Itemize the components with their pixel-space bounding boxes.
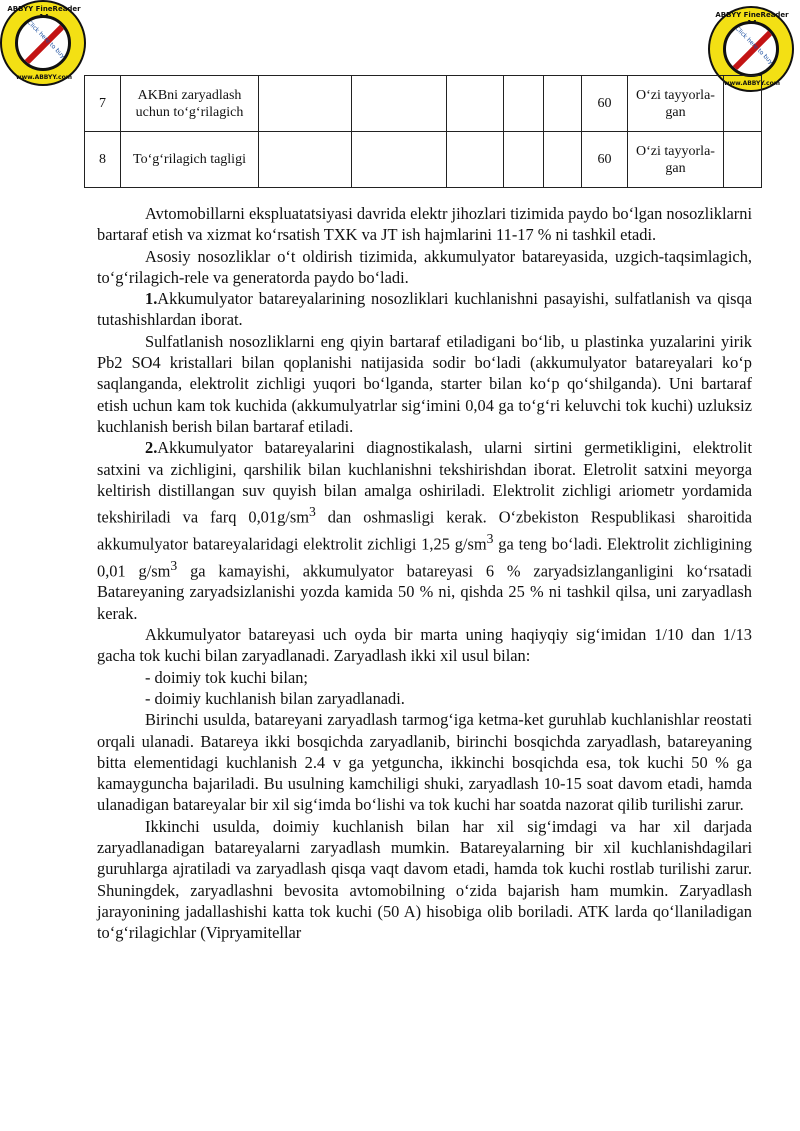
quantity-cell: 60 xyxy=(582,132,628,188)
equipment-table xyxy=(84,75,762,188)
paragraph: Akkumulyator batareyasi uch oyda bir marta uning haqiyqiy sig‘imidan 1/10 dan 1/13 gacha tok kuchi bilan zaryadlanadi. Zaryadlash ikki xil usul bilan: xyxy=(97,625,752,666)
stamp-ring-top: ABBYY FineReader xyxy=(715,11,789,19)
paragraph: Avtomobillarni ekspluatatsiyasi davrida elektr jihozlari tizimida paydo bo‘lgan nosozliklarni bartaraf etish va xizmat ko‘rsatish TXK va JT ish hajmlarini 11-17 % ni tashkil etadi. xyxy=(97,204,752,245)
stamp-ring-bottom: www.ABBYY.com xyxy=(724,80,780,87)
paragraph-text: ga kamayishi, akkumulyator batareyasi 6 % zaryadsizlanganligini ko‘rsatadi Batareyaning zaryadsizlanishi yozda kamida 50 % ni, qishda 25 % ni tashkil qilsa, uni zaryadlash kerak. xyxy=(97,561,752,623)
stamp-click-text: Click here to buy xyxy=(25,19,67,60)
superscript: 3 xyxy=(170,557,178,573)
status-cell: O‘zi tayyorla-gan xyxy=(628,132,724,188)
table-cell xyxy=(504,76,544,132)
paragraph-text: Akkumulyator batareyalarini diagnostikalash, ularni sirtini germetikligini, elektrolit satxini va zichligini, qarshilik bilan kuchlanishni tekshirishdan iborat. Eletrolit satxini meyorga keltirish distillangan suv quyish bilan amalga oshiriladi. Elektrolit zichligi ariometr yordamida tekshiriladi va farq 0,01g/sm xyxy=(97,438,752,527)
list-item: - doimiy tok kuchi bilan; xyxy=(145,667,308,687)
table-cell xyxy=(352,132,447,188)
table-cell xyxy=(259,132,352,188)
paragraph: Sulfatlanish nosozliklarni eng qiyin bartaraf etiladigani bo‘lib, u plastinka yuzalarini yirik Pb2 SO4 kristallari bilan qoplanishi natijasida sodir bo‘ladi (akkumulyator batareyalari ko‘p saqlanganda, elektrolit zichligi yuqori bo‘lganda, starter bilan ko‘p qo‘shilganda). Uni bartaraf etish uchun kam tok kuchida (akkumulyatrlar sig‘imini 0,04 ga to‘g‘ri keluvchi tok kuchi) uzluksiz kuchlanish berish bilan bartaraf etiladi. xyxy=(97,331,752,436)
row-number: 7 xyxy=(85,76,121,132)
stamp-inner xyxy=(15,15,71,71)
table-cell xyxy=(504,132,544,188)
paragraph-text: ga teng bo‘ladi. Elektrolit zichligining 0,01 g/sm xyxy=(97,534,752,581)
paragraph-text: Akkumulyator batareyalarining nosozliklari kuchlanishni pasayishi, sulfatlanish va qisqa tutashishlardan iborat. xyxy=(97,289,752,330)
table-cell xyxy=(724,76,762,132)
paragraph xyxy=(97,437,752,624)
paragraph-text: dan oshmasligi kerak. O‘zbekiston Respublikasi sharoitida akkumulyator batareyalaridagi elektrolit zichligi 1,25 g/sm xyxy=(97,507,752,554)
section-number: 2. xyxy=(145,438,158,458)
table-row xyxy=(85,132,762,188)
stamp-click-text: Click here to buy xyxy=(733,25,775,66)
superscript: 3 xyxy=(308,504,316,520)
stamp-inner xyxy=(723,21,779,77)
item-name: To‘g‘rilagich tagligi xyxy=(121,132,259,188)
stamp-ring-top: ABBYY FineReader xyxy=(7,5,81,13)
table-cell xyxy=(259,76,352,132)
table-row xyxy=(85,76,762,132)
table-cell xyxy=(544,132,582,188)
table-cell xyxy=(724,132,762,188)
row-number: 8 xyxy=(85,132,121,188)
item-name: AKBni zaryadlash uchun to‘g‘rilagich xyxy=(121,76,259,132)
superscript: 3 xyxy=(486,530,494,546)
list-item: - doimiy kuchlanish bilan zaryadlanadi. xyxy=(145,688,405,708)
abbyy-stamp-left[interactable] xyxy=(0,0,86,86)
document-body xyxy=(97,203,752,944)
paragraph: Birinchi usulda, batareyani zaryadlash tarmog‘iga ketma-ket guruhlab kuchlanishlar reostati orqali ulanadi. Batareya ikki bosqichda zaryadlanib, birinchi bosqichda zaryadlash, batareyaning bitta elementidagi kuchlanish 2.4 v ga yetguncha, ikkinchi bosqichda esa, tok kuchi 50 % ga kamayguncha bajariladi. Bu usulning kamchiligi shuki, zaryadlash 10-15 soat davom etadi, hamda ulanadigan batareyalar bir xil sig‘imda bo‘lishi va tok kuchi har soatda nazorat qilib turilishi zarur. xyxy=(97,710,752,815)
paragraph: Ikkinchi usulda, doimiy kuchlanish bilan har xil sig‘imdagi va har xil darjada zaryadlanadigan batareyalarni zaryadlash mumkin. Batareyalarning bir xil kuchlanishdagilari guruhlarga ajratiladi va zaryadlash qisqa vaqt davom etadi, hamda tok kuchi rostlab turilishi zarur. Shuningdek, zaryadlashni bevosita avtomobilning o‘zida bajarish ham mumkin. Zaryadlash jarayonining jadallashishi katta tok kuchi (50 A) hisobiga olib boriladi. ATK larda qo‘llaniladigan to‘g‘rilagichlar (Vipryamitellar xyxy=(97,816,752,943)
table-cell xyxy=(447,132,504,188)
stamp-ring-bottom: www.ABBYY.com xyxy=(16,74,72,81)
section-number: 1. xyxy=(145,289,158,309)
table-cell xyxy=(352,76,447,132)
paragraph xyxy=(97,288,752,331)
status-cell: O‘zi tayyorla-gan xyxy=(628,76,724,132)
quantity-cell: 60 xyxy=(582,76,628,132)
table-cell xyxy=(544,76,582,132)
table-cell xyxy=(447,76,504,132)
paragraph: Asosiy nosozliklar o‘t oldirish tizimida, akkumulyator batareyasida, uzgich-taqsimlagich, to‘g‘rilagich-rele va generatorda paydo bo‘ladi. xyxy=(97,246,752,287)
